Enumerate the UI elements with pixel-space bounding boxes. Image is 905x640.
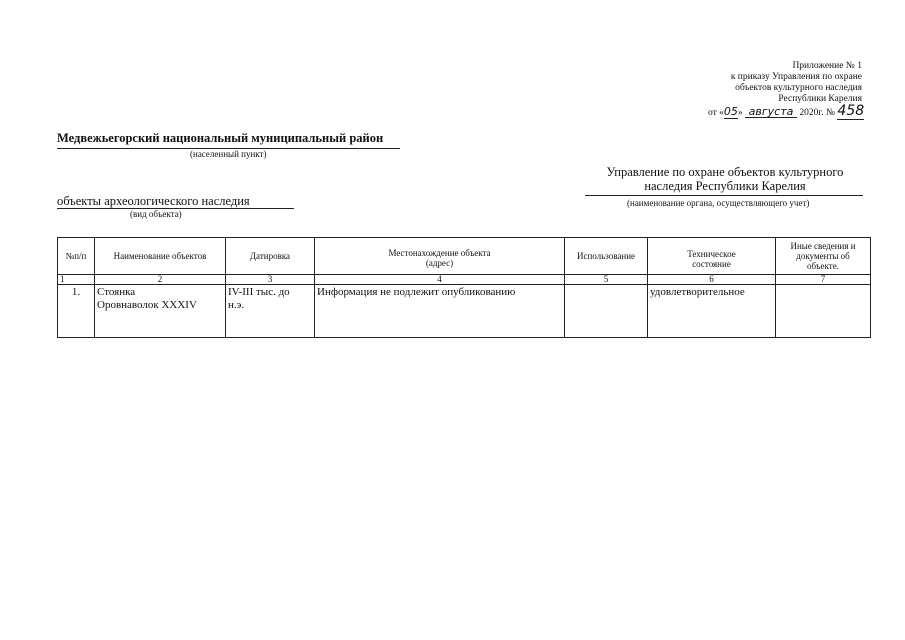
cell-dating-line: IV-III тыс. до — [228, 286, 290, 298]
cell-dating — [226, 285, 315, 338]
column-number-row — [58, 275, 871, 285]
header-other-line: Иные сведения и — [790, 241, 856, 251]
appendix-block — [602, 61, 862, 105]
object-type: объекты археологического наследия — [57, 194, 250, 208]
registry-table — [57, 237, 871, 338]
cell-num: 1. — [58, 285, 95, 338]
column-number: 2 — [95, 275, 226, 285]
header-other-line: документы об — [796, 251, 850, 261]
header-other — [776, 238, 871, 275]
district-name: Медвежьегорский национальный муниципальный район — [57, 131, 384, 145]
cell-tech: удовлетворительное — [648, 285, 776, 338]
cell-name-line: Стоянка — [97, 286, 136, 298]
header-location-line: Местонахождение объекта — [388, 248, 491, 258]
header-usage: Использование — [565, 238, 648, 275]
cell-name-line: Оровнаволок XXXIV — [97, 299, 197, 311]
authority-caption: (наименование органа, осуществляющего учет) — [627, 198, 810, 208]
appendix-order-line: Республики Карелия — [778, 94, 862, 104]
column-number: 4 — [315, 275, 565, 285]
header-location-line: (адрес) — [425, 258, 454, 268]
district-caption: (населенный пункт) — [190, 149, 267, 159]
cell-location: Информация не подлежит опубликованию — [315, 285, 565, 338]
order-day: 05 — [723, 105, 738, 118]
order-mid: » — [737, 108, 743, 118]
column-number: 5 — [565, 275, 648, 285]
header-tech — [648, 238, 776, 275]
authority-name — [585, 165, 865, 193]
table-row — [58, 285, 871, 338]
header-dating: Датировка — [226, 238, 315, 275]
cell-dating-line: н.э. — [228, 299, 245, 311]
appendix-order-line: к приказу Управления по охране — [730, 72, 862, 82]
appendix-order-line: объектов культурного наследия — [735, 83, 862, 93]
object-type-caption: (вид объекта) — [130, 209, 182, 219]
header-num: №п/п — [58, 238, 95, 275]
order-date-line — [708, 103, 878, 119]
column-number: 6 — [648, 275, 776, 285]
authority-line: Управление по охране объектов культурного — [606, 165, 844, 179]
column-number: 3 — [226, 275, 315, 285]
order-year: 2020г. № — [799, 108, 836, 118]
header-name: Наименование объектов — [95, 238, 226, 275]
column-number: 7 — [776, 275, 871, 285]
column-number: 1 — [58, 275, 95, 285]
cell-usage — [565, 285, 648, 338]
appendix-title: Приложение № 1 — [792, 61, 862, 71]
authority-line: наследия Республики Карелия — [644, 179, 806, 193]
table-header-row — [58, 238, 871, 275]
order-prefix: от « — [708, 108, 724, 118]
header-location — [315, 238, 565, 275]
authority-underline — [585, 195, 863, 196]
header-tech-line: состояние — [692, 259, 731, 269]
header-tech-line: Техническое — [687, 249, 736, 259]
header-other-line: объекте. — [807, 261, 839, 271]
order-number: 458 — [837, 103, 865, 119]
cell-name — [95, 285, 226, 338]
cell-other — [776, 285, 871, 338]
order-month: августа — [745, 106, 797, 118]
